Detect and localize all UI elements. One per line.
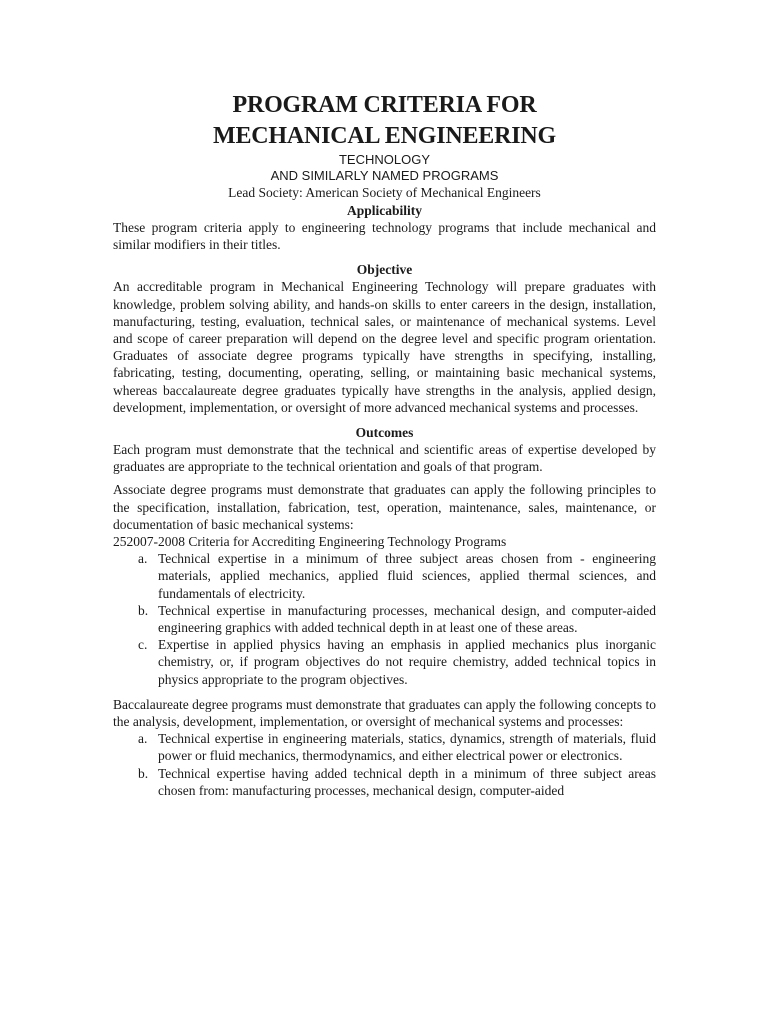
- baccalaureate-criteria-list: [113, 730, 656, 799]
- outcomes-heading: Outcomes: [355, 425, 414, 441]
- associate-intro: Associate degree programs must demonstrate that graduates can apply the following principles to the specification, installation, fabrication, test, operation, maintenance, sales, maintenance, or documentation of basic mechanical systems:: [113, 482, 656, 532]
- subtitle-line-2: AND SIMILARLY NAMED PROGRAMS: [270, 168, 499, 183]
- list-item-marker: a.: [138, 731, 148, 747]
- list-item-text: Technical expertise in a minimum of three subject areas chosen from - engineering materials, applied mechanics, applied fluid sciences, applied thermal sciences, and fundamentals of electricity.: [158, 551, 656, 601]
- subtitle: [113, 152, 656, 184]
- applicability-text: These program criteria apply to engineering technology programs that include mechanical and similar modifiers in their titles.: [113, 220, 656, 253]
- list-item: [113, 550, 656, 602]
- applicability-heading: Applicability: [346, 203, 422, 218]
- list-item: [113, 602, 656, 636]
- list-item-marker: b.: [138, 765, 149, 781]
- title-line-2: MECHANICAL ENGINEERING: [213, 123, 556, 149]
- document-page: [113, 90, 656, 799]
- page-footer-line: 252007-2008 Criteria for Accrediting Engineering Technology Programs: [113, 534, 507, 550]
- associate-criteria-list: [113, 550, 656, 688]
- list-item-text: Technical expertise having added technical depth in a minimum of three subject areas chosen from: manufacturing processes, mechanical design, computer-aided: [158, 765, 656, 798]
- list-item-text: Technical expertise in manufacturing processes, mechanical design, and computer-aided engineering graphics with added technical depth in at least one of these areas.: [158, 602, 656, 636]
- title-line-1: PROGRAM CRITERIA FOR: [232, 92, 537, 118]
- outcomes-intro: Each program must demonstrate that the technical and scientific areas of expertise developed by graduates are appropriate to the technical orientation and goals of that program.: [113, 442, 656, 475]
- list-item-marker: b.: [138, 602, 149, 618]
- objective-heading: Objective: [356, 262, 413, 278]
- subtitle-line-1: TECHNOLOGY: [338, 152, 430, 167]
- list-item-text: Expertise in applied physics having an emphasis in applied mechanics plus inorganic chemistry, or, if program objectives do not require chemistry, added technical topics in physics appropriate to the program objectives.: [158, 637, 656, 687]
- objective-text: An accreditable program in Mechanical Engineering Technology will prepare graduates with knowledge, problem solving ability, and hands-on skills to enter careers in the design, installation, manufacturing, testing, evaluation, technical sales, or maintenance of mechanical systems. Level and scope of career preparation will depend on the degree level and specific program orientation. Graduates of associate degree programs typically have strengths in specifying, installing, fabricating, testing, documenting, operating, selling, or maintaining basic mechanical systems, whereas baccalaureate degree graduates typically have strengths in the analysis, applied design, development, implementation, or oversight of more advanced mechanical systems and processes.: [113, 279, 656, 415]
- list-item-marker: a.: [138, 551, 148, 567]
- baccalaureate-intro: Baccalaureate degree programs must demonstrate that graduates can apply the following concepts to the analysis, development, implementation, or oversight of mechanical systems and processes:: [113, 696, 656, 730]
- document-title: [113, 90, 656, 152]
- list-item: [113, 636, 656, 688]
- list-item-marker: c.: [138, 637, 148, 653]
- lead-society: Lead Society: American Society of Mechanical Engineers: [228, 185, 541, 200]
- list-item-text: Technical expertise in engineering materials, statics, dynamics, strength of materials, fluid power or fluid mechanics, thermodynamics, and either electrical power or electronics.: [158, 731, 656, 764]
- list-item: [113, 765, 656, 799]
- list-item: [113, 730, 656, 764]
